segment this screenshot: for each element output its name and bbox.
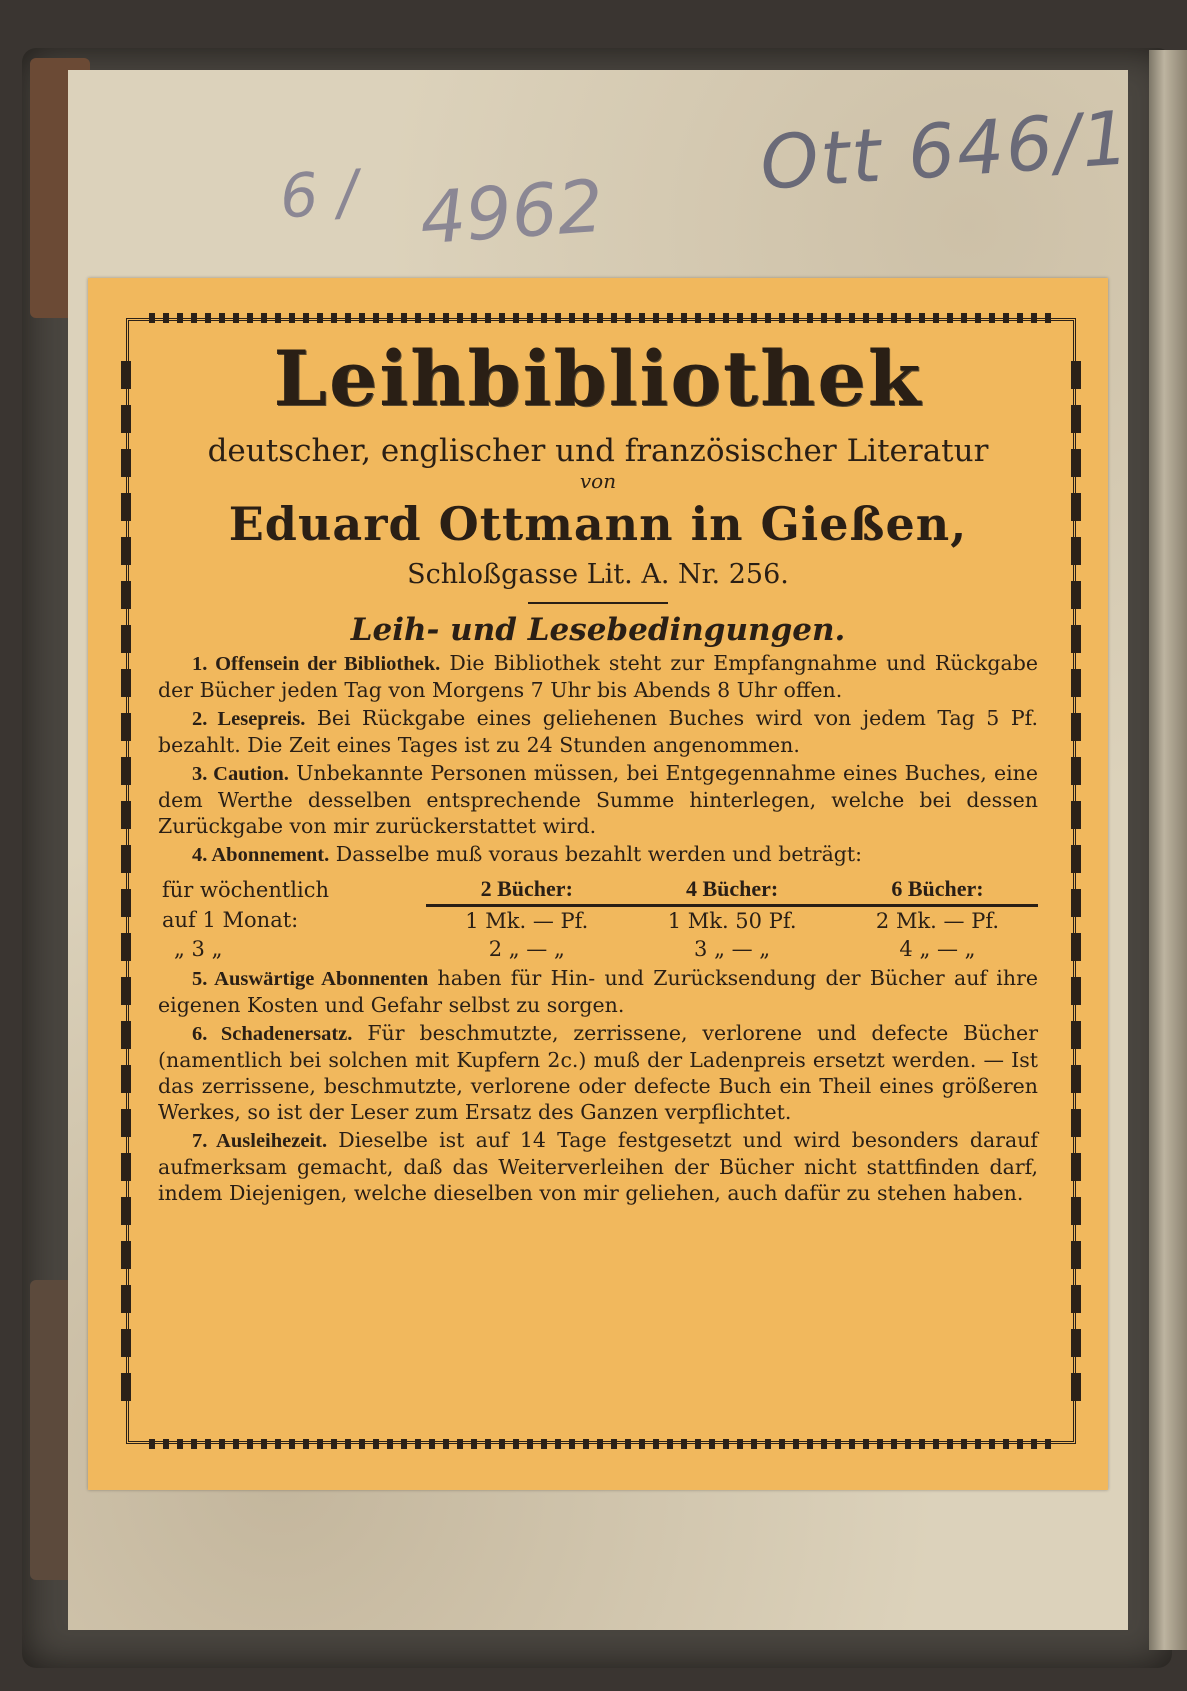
condition-5 bbox=[158, 965, 1038, 1018]
price-row-1-month bbox=[158, 906, 1038, 936]
price-cell: 2 Mk. — Pf. bbox=[875, 909, 1000, 933]
label-von: von bbox=[579, 469, 617, 493]
condition-7-head: 7. Ausleihezeit. bbox=[192, 1130, 328, 1152]
conditions-title: Leih- und Lesebedingungen. bbox=[350, 612, 846, 648]
divider bbox=[528, 602, 668, 604]
price-cell: 1 Mk. — Pf. bbox=[465, 909, 589, 933]
price-col-4: 4 Bücher: bbox=[627, 874, 837, 906]
condition-2 bbox=[158, 705, 1038, 758]
price-row-3-months bbox=[158, 935, 1038, 963]
label-title: Leihbibliothek bbox=[273, 334, 923, 423]
frame-border-bottom bbox=[149, 1439, 1053, 1449]
price-header-row bbox=[158, 874, 1038, 906]
condition-3 bbox=[158, 760, 1038, 839]
condition-1-text: Die Bibliothek steht zur Empfangnahme und Rückgabe der Bücher jeden Tag von Morgens 7 Uhr bis Abends 8 Uhr offen. bbox=[158, 651, 1038, 702]
handwritten-mark: 6 / bbox=[277, 157, 360, 233]
price-cell: 1 Mk. 50 Pf. bbox=[667, 909, 797, 933]
price-col-2: 2 Bücher: bbox=[426, 874, 627, 906]
price-table bbox=[158, 874, 1038, 963]
condition-6-text: Für beschmutzte, zerrissene, verlorene und defecte Bücher (namentlich bei solchen mit Kupfern 2c.) muß der Ladenpreis ersetzt werden. — Ist das zerrissene, beschmutzte, verlorene oder defecte Buch ein Theil eines größeren Werkes, so ist der Leser zum Ersatz des Ganzen verpflichtet. bbox=[158, 1021, 1038, 1124]
condition-4-head: 4. Abonnement. bbox=[192, 844, 330, 866]
price-cell: 3 „ — „ bbox=[694, 937, 771, 961]
condition-3-text: Unbekannte Personen müssen, bei Entgegennahme eines Buches, eine dem Werthe desselben entsprechende Summe hinterlegen, welche bei dessen Zurückgabe von mir zurückerstattet wird. bbox=[158, 761, 1038, 838]
page-edge bbox=[1149, 50, 1187, 1650]
price-cell: 2 „ — „ bbox=[488, 937, 565, 961]
condition-5-text: haben für Hin- und Zurücksendung der Bücher auf ihre eigenen Kosten und Gefahr selbst zu sorgen. bbox=[158, 966, 1039, 1017]
condition-1-head: 1. Offensein der Bibliothek. bbox=[192, 653, 441, 675]
condition-3-head: 3. Caution. bbox=[192, 763, 289, 785]
label-owner: Eduard Ottmann in Gießen, bbox=[228, 497, 968, 551]
condition-6-head: 6. Schadenersatz. bbox=[192, 1023, 353, 1045]
condition-2-head: 2. Lesepreis. bbox=[192, 708, 306, 730]
price-row-label: „ 3 „ bbox=[174, 937, 223, 961]
price-col-6: 6 Bücher: bbox=[837, 874, 1038, 906]
condition-4-text: Dasselbe muß voraus bezahlt werden und beträgt: bbox=[335, 842, 863, 866]
frame-border-right bbox=[1071, 361, 1081, 1401]
condition-6 bbox=[158, 1020, 1038, 1125]
handwritten-number: 4962 bbox=[417, 163, 606, 261]
frame-border-top bbox=[149, 313, 1053, 323]
library-label bbox=[88, 278, 1108, 1490]
condition-7-text: Dieselbe ist auf 14 Tage festgesetzt und wird besonders darauf aufmerksam gemacht, daß das Weiterverleihen der Bücher nicht stattfinden darf, indem Diejenigen, welche dieselben von mir geliehen, auch dafür zu stehen haben. bbox=[158, 1128, 1038, 1205]
price-header-label: für wöchentlich bbox=[162, 877, 330, 902]
condition-1 bbox=[158, 650, 1038, 703]
frame-border-left bbox=[121, 361, 131, 1401]
label-content bbox=[158, 328, 1038, 1206]
price-cell: 4 „ — „ bbox=[899, 937, 976, 961]
condition-7 bbox=[158, 1127, 1038, 1206]
condition-5-head: 5. Auswärtige Abonnenten bbox=[192, 968, 429, 990]
condition-4 bbox=[158, 841, 1038, 868]
label-subtitle: deutscher, englischer und französischer Literatur bbox=[207, 433, 989, 469]
label-address: Schloßgasse Lit. A. Nr. 256. bbox=[407, 559, 789, 590]
condition-2-text: Bei Rückgabe eines geliehenen Buches wird von jedem Tag 5 Pf. bezahlt. Die Zeit eines Tages ist zu 24 Stunden angenommen. bbox=[158, 706, 1038, 757]
handwritten-shelfmark: Ott 646/1 bbox=[757, 95, 1134, 207]
price-row-label: auf 1 Monat: bbox=[162, 908, 299, 933]
